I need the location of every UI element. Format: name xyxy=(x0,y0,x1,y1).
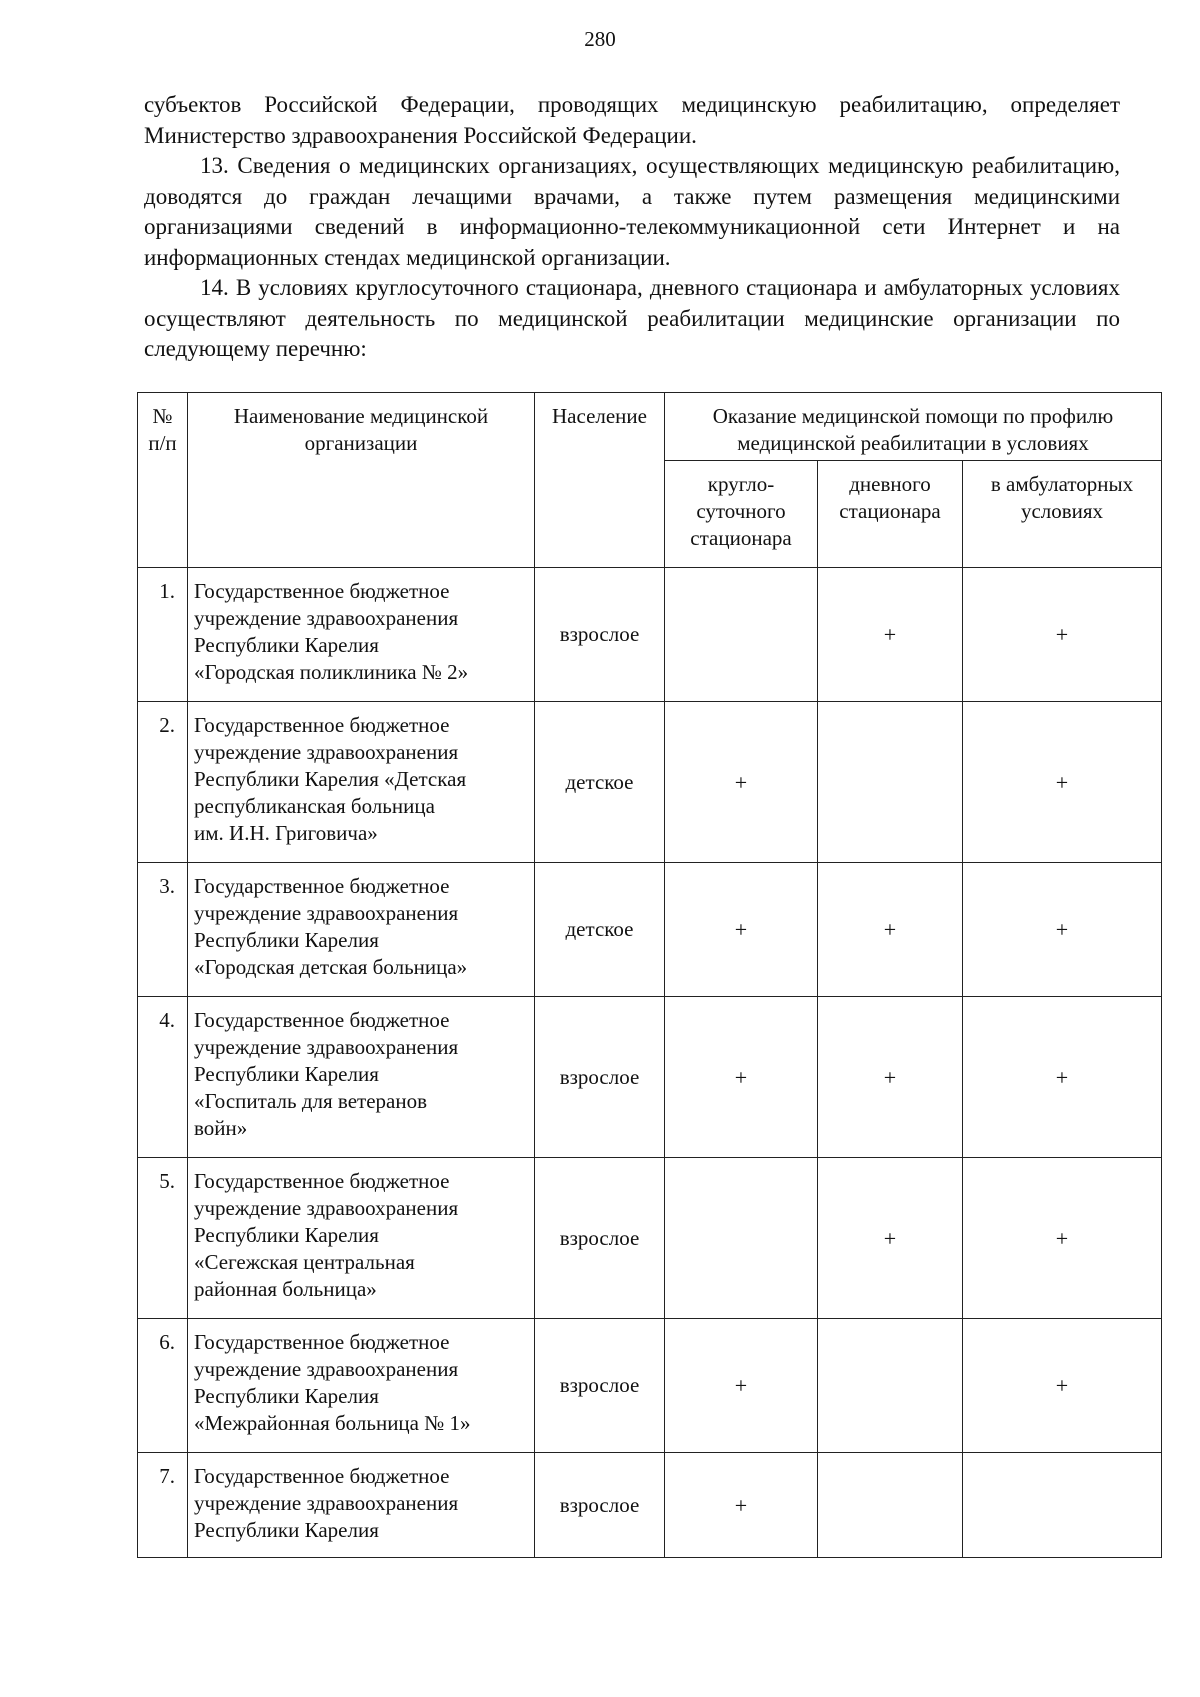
header-population-text: Население xyxy=(552,404,647,428)
header-num xyxy=(138,393,188,568)
round-clock-mark: + xyxy=(665,863,818,997)
paragraph-14: 14. В условиях круглосуточного стационара, дневного стационара и амбулаторных условиях осуществляют деятельность по медицинской реабилитации медицинские организации по следующему перечню: xyxy=(144,275,1120,361)
org-name-line: Республики Карелия xyxy=(194,633,379,657)
round-clock-mark: + xyxy=(665,702,818,863)
header-round-clock xyxy=(665,461,818,568)
outpatient-mark: + xyxy=(963,863,1162,997)
org-name-line: войн» xyxy=(194,1116,248,1140)
header-day xyxy=(818,461,963,568)
paragraph-continuation: субъектов Российской Федерации, проводящих медицинскую реабилитацию, определяет Министерство здравоохранения Российской Федерации. xyxy=(144,92,1120,148)
org-name-line: учреждение здравоохранения xyxy=(194,606,459,630)
org-name-line: Государственное бюджетное xyxy=(194,874,450,898)
header-num-line2: п/п xyxy=(148,431,177,455)
population: взрослое xyxy=(535,997,665,1158)
population: взрослое xyxy=(535,1453,665,1558)
org-name-line: Государственное бюджетное xyxy=(194,1330,450,1354)
row-number: 1. xyxy=(138,568,188,702)
row-number: 6. xyxy=(138,1319,188,1453)
org-name xyxy=(188,863,535,997)
round-clock-mark xyxy=(665,568,818,702)
org-name-line: Республики Карелия «Детская xyxy=(194,767,467,791)
org-name-line: Республики Карелия xyxy=(194,1518,379,1542)
table-row xyxy=(138,702,1162,863)
header-outpatient-l1: в амбулаторных xyxy=(990,472,1134,496)
org-name xyxy=(188,568,535,702)
paragraph-13: 13. Сведения о медицинских организациях, осуществляющих медицинскую реабилитацию, доводятся до граждан лечащими врачами, а также путем размещения медицинскими организациями сведений в информационно-телекоммуникационной сети Интернет и на информационных стендах медицинской организации. xyxy=(144,153,1120,270)
org-name xyxy=(188,1158,535,1319)
org-name-line: Республики Карелия xyxy=(194,1062,379,1086)
day-mark: + xyxy=(818,863,963,997)
outpatient-mark: + xyxy=(963,1158,1162,1319)
row-number: 5. xyxy=(138,1158,188,1319)
header-outpatient-l2: условиях xyxy=(1020,499,1104,523)
table-row xyxy=(138,1319,1162,1453)
population: взрослое xyxy=(535,1158,665,1319)
org-name-line: «Городская поликлиника № 2» xyxy=(194,660,469,684)
table-row xyxy=(138,1453,1162,1558)
org-name-line: им. И.Н. Григовича» xyxy=(194,821,378,845)
header-num-line1: № xyxy=(152,404,173,428)
org-name-line: учреждение здравоохранения xyxy=(194,1357,459,1381)
org-name-line: Государственное бюджетное xyxy=(194,713,450,737)
body-text xyxy=(144,90,1120,365)
org-name-line: «Сегежская центральная xyxy=(194,1250,415,1274)
header-round-clock-l3: стационара xyxy=(690,526,792,550)
outpatient-mark: + xyxy=(963,1319,1162,1453)
header-org-name-text: Наименование медицинской организации xyxy=(233,404,489,455)
header-day-l2: стационара xyxy=(839,499,941,523)
outpatient-mark: + xyxy=(963,568,1162,702)
org-name-line: учреждение здравоохранения xyxy=(194,1491,459,1515)
org-name-line: Государственное бюджетное xyxy=(194,1464,450,1488)
org-name-line: «Межрайонная больница № 1» xyxy=(194,1411,471,1435)
day-mark: + xyxy=(818,997,963,1158)
header-day-l1: дневного xyxy=(849,472,931,496)
org-name xyxy=(188,1453,535,1558)
day-mark: + xyxy=(818,1158,963,1319)
table-row xyxy=(138,997,1162,1158)
rehabilitation-organizations-table xyxy=(137,392,1162,1558)
round-clock-mark xyxy=(665,1158,818,1319)
org-name-line: «Госпиталь для ветеранов xyxy=(194,1089,428,1113)
table-row xyxy=(138,568,1162,702)
day-mark xyxy=(818,1319,963,1453)
row-number: 2. xyxy=(138,702,188,863)
round-clock-mark: + xyxy=(665,1453,818,1558)
header-population xyxy=(535,393,665,568)
header-care-conditions-text: Оказание медицинской помощи по профилю медицинской реабилитации в условиях xyxy=(712,404,1114,455)
table-row xyxy=(138,1158,1162,1319)
header-row-1 xyxy=(138,393,1162,461)
round-clock-mark: + xyxy=(665,997,818,1158)
row-number: 7. xyxy=(138,1453,188,1558)
org-name-line: Республики Карелия xyxy=(194,928,379,952)
population: детское xyxy=(535,702,665,863)
outpatient-mark: + xyxy=(963,997,1162,1158)
page-number: 280 xyxy=(584,27,616,51)
org-name-line: учреждение здравоохранения xyxy=(194,740,459,764)
org-name-line: районная больница» xyxy=(194,1277,377,1301)
population: детское xyxy=(535,863,665,997)
header-outpatient xyxy=(963,461,1162,568)
population: взрослое xyxy=(535,1319,665,1453)
org-name xyxy=(188,997,535,1158)
org-name-line: Республики Карелия xyxy=(194,1384,379,1408)
day-mark xyxy=(818,1453,963,1558)
org-name-line: Государственное бюджетное xyxy=(194,1008,450,1032)
org-name xyxy=(188,702,535,863)
org-name-line: Государственное бюджетное xyxy=(194,579,450,603)
org-name-line: республиканская больница xyxy=(194,794,435,818)
org-name-line: учреждение здравоохранения xyxy=(194,901,459,925)
header-care-conditions xyxy=(665,393,1162,461)
round-clock-mark: + xyxy=(665,1319,818,1453)
org-name-line: Государственное бюджетное xyxy=(194,1169,450,1193)
header-round-clock-l1: кругло- xyxy=(707,472,775,496)
table-row xyxy=(138,863,1162,997)
row-number: 4. xyxy=(138,997,188,1158)
header-round-clock-l2: суточного xyxy=(696,499,786,523)
org-name-line: «Городская детская больница» xyxy=(194,955,468,979)
org-name-line: учреждение здравоохранения xyxy=(194,1196,459,1220)
org-name-line: учреждение здравоохранения xyxy=(194,1035,459,1059)
outpatient-mark xyxy=(963,1453,1162,1558)
org-name xyxy=(188,1319,535,1453)
day-mark: + xyxy=(818,568,963,702)
outpatient-mark: + xyxy=(963,702,1162,863)
row-number: 3. xyxy=(138,863,188,997)
header-org-name xyxy=(188,393,535,568)
population: взрослое xyxy=(535,568,665,702)
org-name-line: Республики Карелия xyxy=(194,1223,379,1247)
day-mark xyxy=(818,702,963,863)
